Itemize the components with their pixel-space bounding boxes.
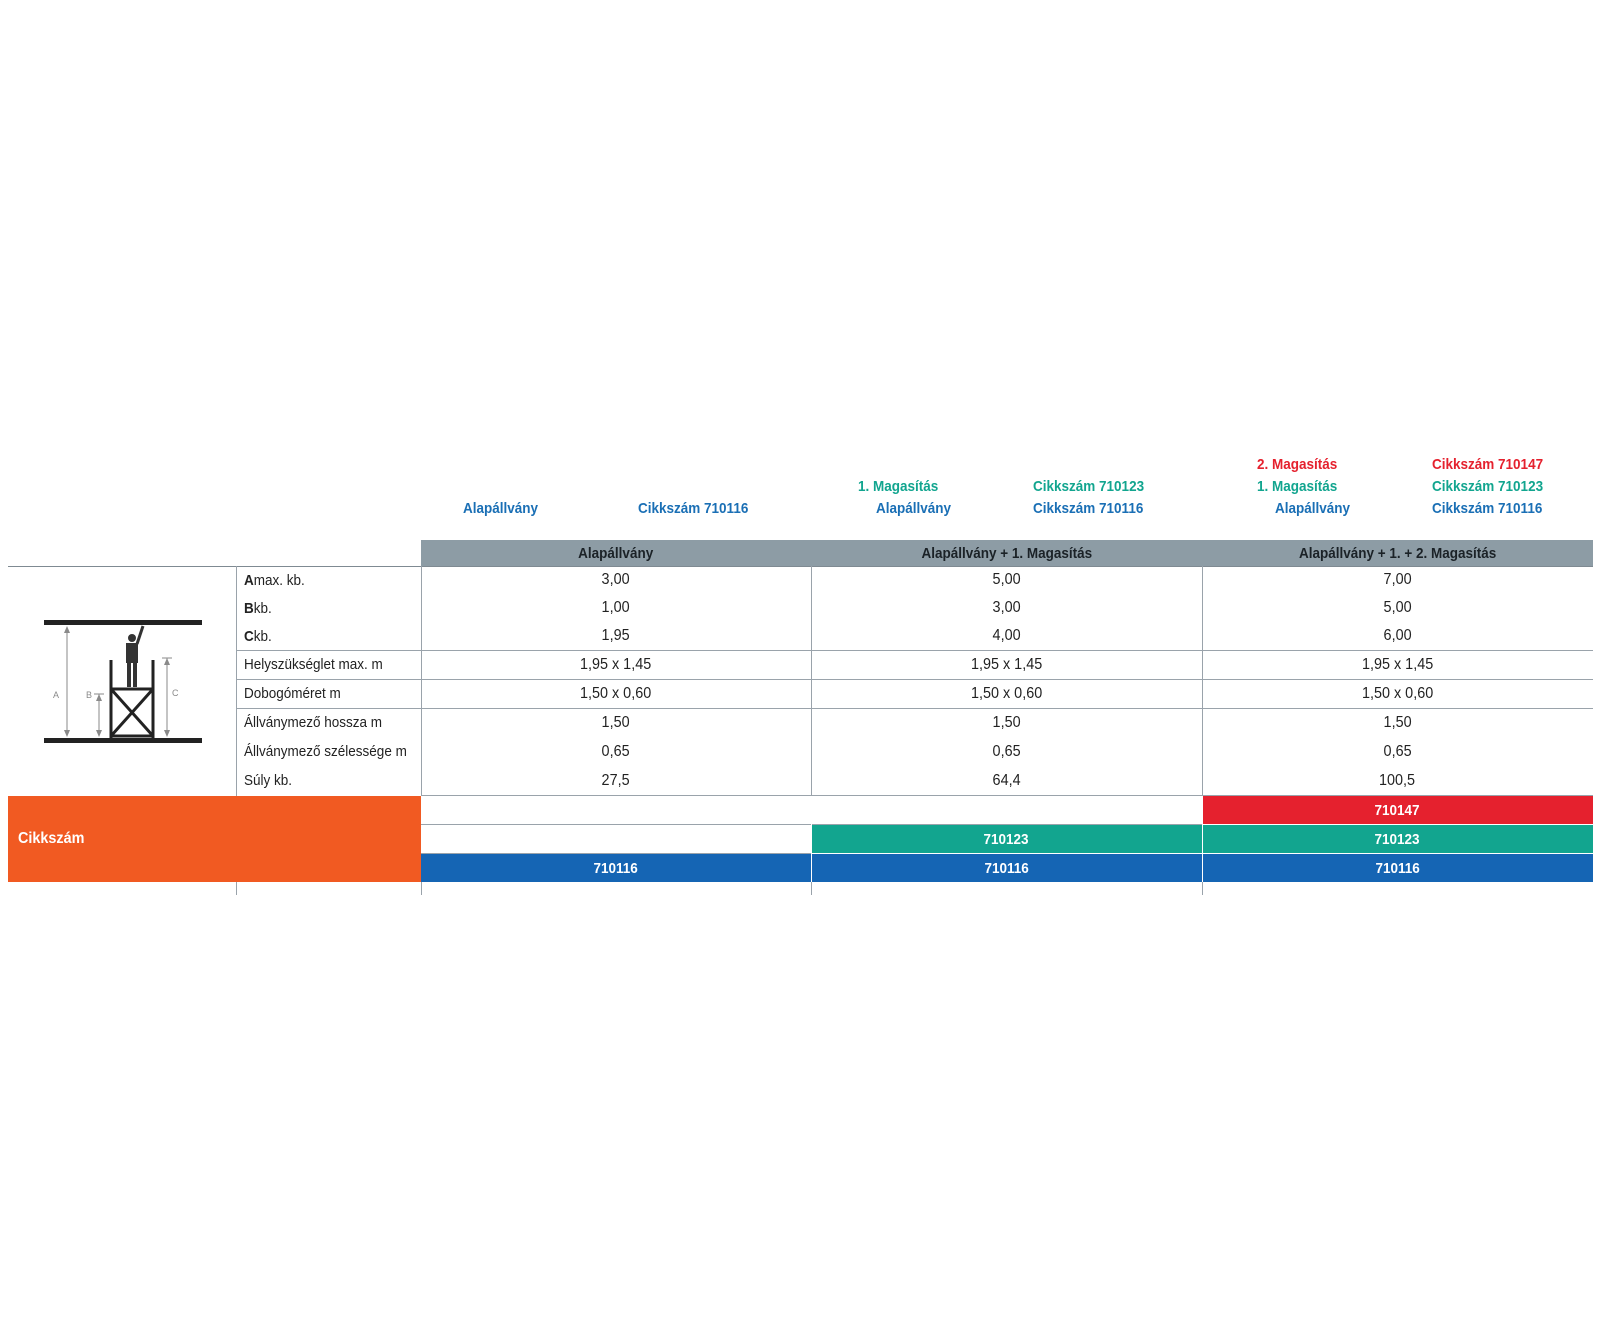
bar-separator xyxy=(1202,796,1203,882)
row-label xyxy=(244,566,420,594)
top-label-3-cikkszam: Cikkszám 710116 xyxy=(1432,500,1543,517)
cell-value: 0,65 xyxy=(1383,742,1412,760)
cell-value: 1,50 x 0,60 xyxy=(580,684,652,702)
table-cell xyxy=(811,566,1202,594)
row-label-text xyxy=(244,600,272,617)
cell-value: 1,95 x 1,45 xyxy=(970,655,1043,673)
row-label xyxy=(244,737,420,766)
cell-value: 27,5 xyxy=(601,771,631,789)
cell-value: 5,00 xyxy=(1383,599,1412,616)
row-label-text xyxy=(244,628,272,645)
table-cell xyxy=(1202,566,1593,594)
table-cell xyxy=(811,594,1202,622)
table-cell xyxy=(421,737,811,766)
column-header-label: Alapállvány + 1. Magasítás xyxy=(921,544,1092,562)
cell-value: 4,00 xyxy=(992,627,1021,644)
cikkszam-code xyxy=(1202,825,1593,853)
cell-value: 64,4 xyxy=(992,771,1021,789)
cikkszam-empty xyxy=(811,796,1202,825)
row-label xyxy=(244,650,420,679)
column-header-label: Alapállvány xyxy=(578,544,654,562)
cell-value: 3,00 xyxy=(601,571,631,588)
row-label-suffix: Dobogóméret m xyxy=(244,685,341,702)
top-label-3-cikkszam: Cikkszám 710147 xyxy=(1432,456,1544,473)
table-cell xyxy=(811,708,1202,737)
row-label-suffix: Állványmező szélessége m xyxy=(244,743,407,760)
row-label xyxy=(244,594,420,622)
top-label-1-name: Alapállvány xyxy=(463,500,539,517)
top-label-2-cikkszam: Cikkszám 710116 xyxy=(1033,500,1144,517)
cell-value: 1,50 x 0,60 xyxy=(1361,684,1434,702)
row-label-text xyxy=(244,772,292,789)
table-cell xyxy=(1202,737,1593,766)
cikkszam-code xyxy=(811,854,1202,882)
table-cell xyxy=(1202,594,1593,622)
cell-value: 1,50 xyxy=(992,713,1021,731)
cikkszam-code-text: 710116 xyxy=(1375,859,1420,877)
table-cell xyxy=(421,708,811,737)
table-cell xyxy=(811,737,1202,766)
cell-value: 1,50 x 0,60 xyxy=(970,684,1043,702)
table-cell xyxy=(811,622,1202,650)
cell-value: 1,95 xyxy=(601,627,631,644)
row-label-suffix: Helyszükséglet max. m xyxy=(244,656,383,673)
bar-separator xyxy=(811,796,812,882)
cell-value: 100,5 xyxy=(1379,771,1416,789)
cikkszam-code-text: 710116 xyxy=(593,859,639,877)
column-header-2 xyxy=(811,540,1202,566)
row-label-suffix: kb. xyxy=(253,627,272,645)
row-label xyxy=(244,766,420,795)
table-cell xyxy=(421,679,811,708)
cell-value: 5,00 xyxy=(992,571,1021,588)
row-separator xyxy=(236,708,1593,709)
cikkszam-code-text: 710116 xyxy=(984,859,1029,877)
column-header-1 xyxy=(421,540,811,566)
row-label-text xyxy=(244,714,382,731)
row-separator xyxy=(236,650,1593,651)
table-cell xyxy=(1202,679,1593,708)
row-label-suffix: kb. xyxy=(253,599,272,617)
row-label-suffix: Állványmező hossza m xyxy=(244,714,383,731)
top-label-2-name: 1. Magasítás xyxy=(858,478,939,495)
top-label-3-name: 2. Magasítás xyxy=(1257,456,1338,473)
cell-value: 1,50 xyxy=(1383,713,1412,731)
cell-value: 1,00 xyxy=(601,599,631,616)
row-label-text xyxy=(244,572,305,589)
row-label xyxy=(244,679,420,708)
table-cell xyxy=(811,650,1202,679)
cell-value: 0,65 xyxy=(992,742,1021,760)
row-label-text xyxy=(244,685,341,702)
cell-value: 1,95 x 1,45 xyxy=(1361,655,1434,673)
top-label-2-cikkszam: Cikkszám 710123 xyxy=(1033,478,1145,495)
top-label-3-name: Alapállvány xyxy=(1275,500,1351,517)
row-label-text xyxy=(244,743,407,760)
row-key: B xyxy=(244,599,254,617)
scaffold-diagram xyxy=(40,614,210,754)
row-label-text xyxy=(244,656,383,673)
dimension-label-b: B xyxy=(86,690,93,700)
top-label-3-cikkszam: Cikkszám 710123 xyxy=(1432,478,1544,495)
cikkszam-empty xyxy=(421,825,811,854)
cell-value: 1,95 x 1,45 xyxy=(580,655,652,673)
table-cell xyxy=(1202,622,1593,650)
table-cell xyxy=(421,594,811,622)
cikkszam-label: Cikkszám xyxy=(18,830,85,847)
dimension-label-a: A xyxy=(53,690,60,700)
row-separator xyxy=(236,679,1593,680)
table-cell xyxy=(1202,708,1593,737)
cikkszam-code-text: 710123 xyxy=(1374,830,1421,848)
cikkszam-label-block xyxy=(8,796,421,882)
row-label-suffix: Súly kb. xyxy=(244,772,293,789)
column-header-3 xyxy=(1202,540,1593,566)
top-label-2-name: Alapállvány xyxy=(876,500,952,517)
table-cell xyxy=(1202,766,1593,795)
row-label xyxy=(244,708,420,737)
table-cell xyxy=(421,766,811,795)
top-label-3-name: 1. Magasítás xyxy=(1257,478,1338,495)
cikkszam-code-text: 710123 xyxy=(983,830,1030,848)
dimension-label-c: C xyxy=(172,688,179,698)
top-label-1-cikkszam: Cikkszám 710116 xyxy=(638,500,749,517)
row-label xyxy=(244,622,420,650)
cikkszam-empty xyxy=(421,796,811,825)
table-cell xyxy=(421,566,811,594)
row-key: A xyxy=(244,571,254,589)
cell-value: 1,50 xyxy=(601,713,631,731)
table-cell xyxy=(811,766,1202,795)
cell-value: 6,00 xyxy=(1383,627,1412,644)
table-cell xyxy=(1202,650,1593,679)
cikkszam-code xyxy=(1202,796,1593,824)
table-cell xyxy=(811,679,1202,708)
column-header-label: Alapállvány + 1. + 2. Magasítás xyxy=(1298,544,1497,562)
cikkszam-code xyxy=(1202,854,1593,882)
cell-value: 7,00 xyxy=(1383,571,1412,588)
table-cell xyxy=(421,622,811,650)
cikkszam-code-text: 710147 xyxy=(1374,801,1421,819)
cell-value: 0,65 xyxy=(601,742,631,760)
cikkszam-code xyxy=(421,854,811,882)
table-cell xyxy=(421,650,811,679)
row-label-suffix: max. kb. xyxy=(253,571,305,589)
row-key: C xyxy=(244,627,254,645)
cikkszam-code xyxy=(811,825,1202,853)
cell-value: 3,00 xyxy=(992,599,1021,616)
